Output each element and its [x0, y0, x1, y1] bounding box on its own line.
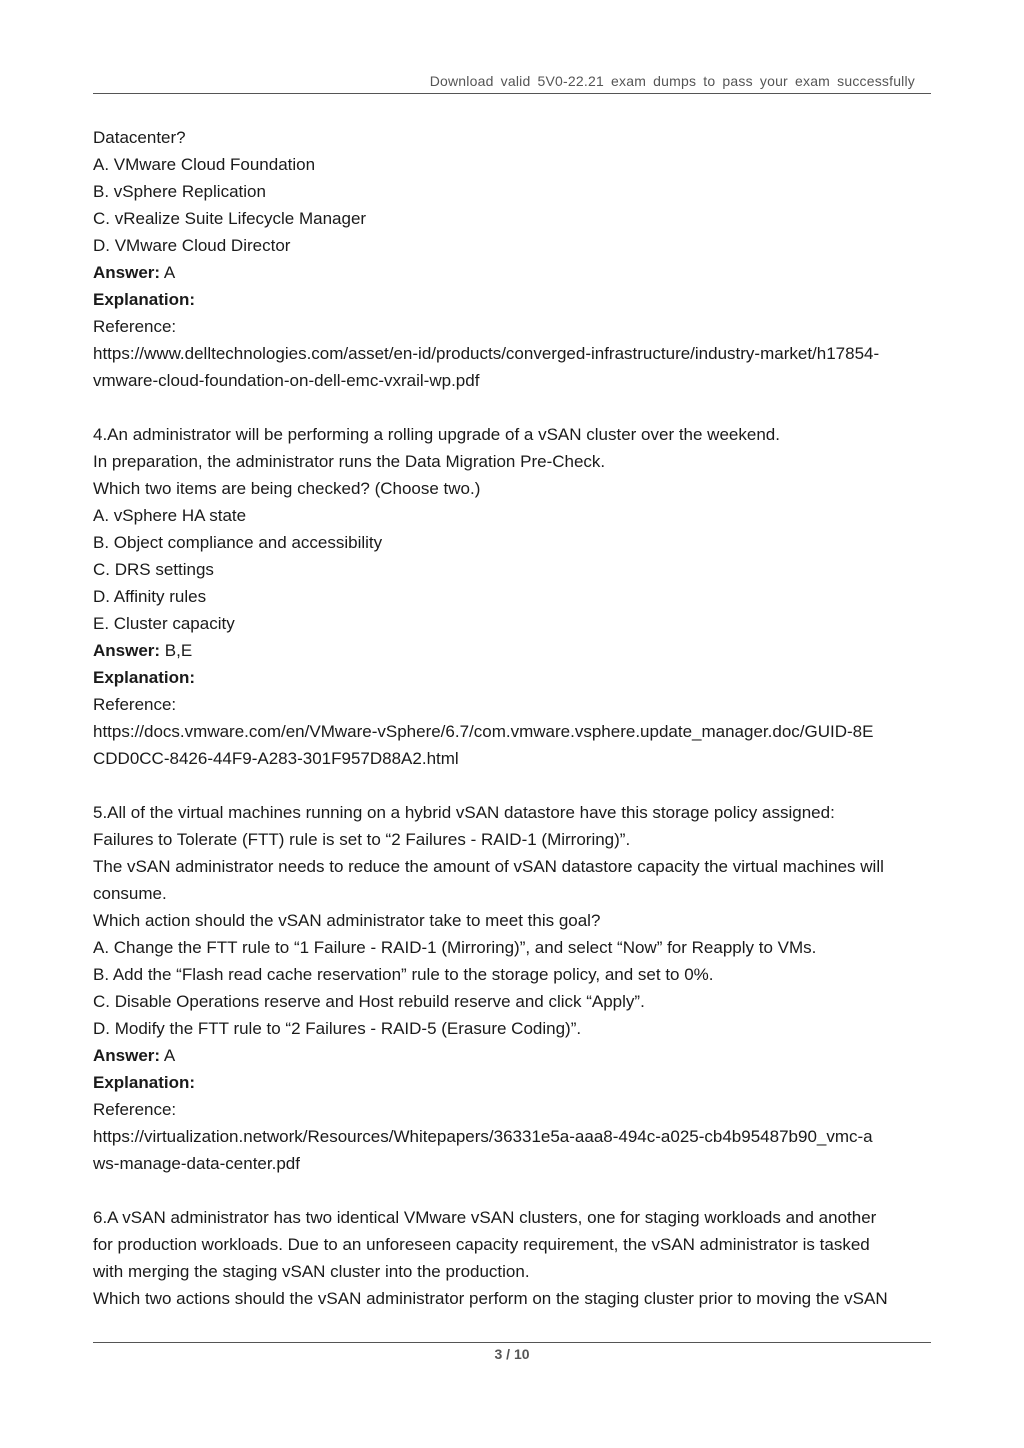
answer-value: B,E — [160, 641, 193, 660]
answer-value: A — [160, 263, 176, 282]
answer-line — [93, 259, 935, 286]
question-text: Failures to Tolerate (FTT) rule is set to “2 Failures - RAID-1 (Mirroring)”. — [93, 830, 631, 849]
question-text: Which two actions should the vSAN administrator perform on the staging cluster prior to moving the vSAN — [93, 1289, 888, 1308]
page-header-title: Download valid 5V0-22.21 exam dumps to pass your exam successfully — [429, 73, 915, 89]
section-spacer — [93, 394, 935, 421]
explanation-label: Explanation: — [93, 668, 196, 687]
answer-option-a: A. Change the FTT rule to “1 Failure - RAID-1 (Mirroring)”, and select “Now” for Reapply to VMs. — [93, 938, 817, 957]
document-body — [93, 124, 935, 1312]
reference-url-line: https://www.delltechnologies.com/asset/en-id/products/converged-infrastructure/industry-market/h17854- — [93, 344, 880, 363]
question-text: In preparation, the administrator runs the Data Migration Pre-Check. — [93, 452, 606, 471]
answer-option-d: D. Modify the FTT rule to “2 Failures - RAID-5 (Erasure Coding)”. — [93, 1019, 582, 1038]
answer-option-d: D. VMware Cloud Director — [93, 236, 291, 255]
section-spacer — [93, 772, 935, 799]
page-number: 3 / 10 — [494, 1346, 530, 1362]
question-text: 6.A vSAN administrator has two identical VMware vSAN clusters, one for staging workloads and another — [93, 1208, 877, 1227]
question-text: for production workloads. Due to an unforeseen capacity requirement, the vSAN administrator is tasked — [93, 1235, 870, 1254]
question-text: with merging the staging vSAN cluster into the production. — [93, 1262, 530, 1281]
footer-divider — [93, 1342, 931, 1343]
question-3 — [93, 124, 935, 394]
question-text: The vSAN administrator needs to reduce the amount of vSAN datastore capacity the virtual machines will — [93, 857, 884, 876]
answer-line — [93, 1042, 935, 1069]
answer-label: Answer: — [93, 263, 161, 282]
reference-url-line: https://virtualization.network/Resources/Whitepapers/36331e5a-aaa8-494c-a025-cb4b95487b90_vmc-a — [93, 1127, 873, 1146]
reference-url-line: vmware-cloud-foundation-on-dell-emc-vxrail-wp.pdf — [93, 371, 480, 390]
question-text: Datacenter? — [93, 128, 186, 147]
question-text: Which action should the vSAN administrator take to meet this goal? — [93, 911, 601, 930]
question-6 — [93, 1204, 935, 1312]
reference-label: Reference: — [93, 695, 177, 714]
question-text: consume. — [93, 884, 167, 903]
question-text: 5.All of the virtual machines running on a hybrid vSAN datastore have this storage policy assigned: — [93, 803, 835, 822]
answer-line — [93, 637, 935, 664]
answer-value: A — [160, 1046, 176, 1065]
answer-option-c: C. Disable Operations reserve and Host rebuild reserve and click “Apply”. — [93, 992, 645, 1011]
answer-option-d: D. Affinity rules — [93, 587, 207, 606]
reference-label: Reference: — [93, 317, 177, 336]
question-5 — [93, 799, 935, 1177]
answer-option-a: A. vSphere HA state — [93, 506, 247, 525]
reference-url-line: CDD0CC-8426-44F9-A283-301F957D88A2.html — [93, 749, 459, 768]
answer-option-a: A. VMware Cloud Foundation — [93, 155, 316, 174]
answer-option-b: B. vSphere Replication — [93, 182, 266, 201]
header-divider — [93, 93, 931, 94]
reference-url-line: ws-manage-data-center.pdf — [93, 1154, 300, 1173]
question-text: 4.An administrator will be performing a rolling upgrade of a vSAN cluster over the weekend. — [93, 425, 780, 444]
reference-label: Reference: — [93, 1100, 177, 1119]
question-4 — [93, 421, 935, 772]
section-spacer — [93, 1177, 935, 1204]
answer-option-b: B. Add the “Flash read cache reservation” rule to the storage policy, and set to 0%. — [93, 965, 714, 984]
answer-option-b: B. Object compliance and accessibility — [93, 533, 383, 552]
answer-option-e: E. Cluster capacity — [93, 614, 235, 633]
answer-option-c: C. vRealize Suite Lifecycle Manager — [93, 209, 367, 228]
explanation-label: Explanation: — [93, 1073, 196, 1092]
explanation-label: Explanation: — [93, 290, 196, 309]
answer-label: Answer: — [93, 1046, 161, 1065]
question-text: Which two items are being checked? (Choose two.) — [93, 479, 481, 498]
reference-url-line: https://docs.vmware.com/en/VMware-vSphere/6.7/com.vmware.vsphere.update_manager.doc/GUID-8E — [93, 722, 874, 741]
answer-label: Answer: — [93, 641, 161, 660]
answer-option-c: C. DRS settings — [93, 560, 214, 579]
